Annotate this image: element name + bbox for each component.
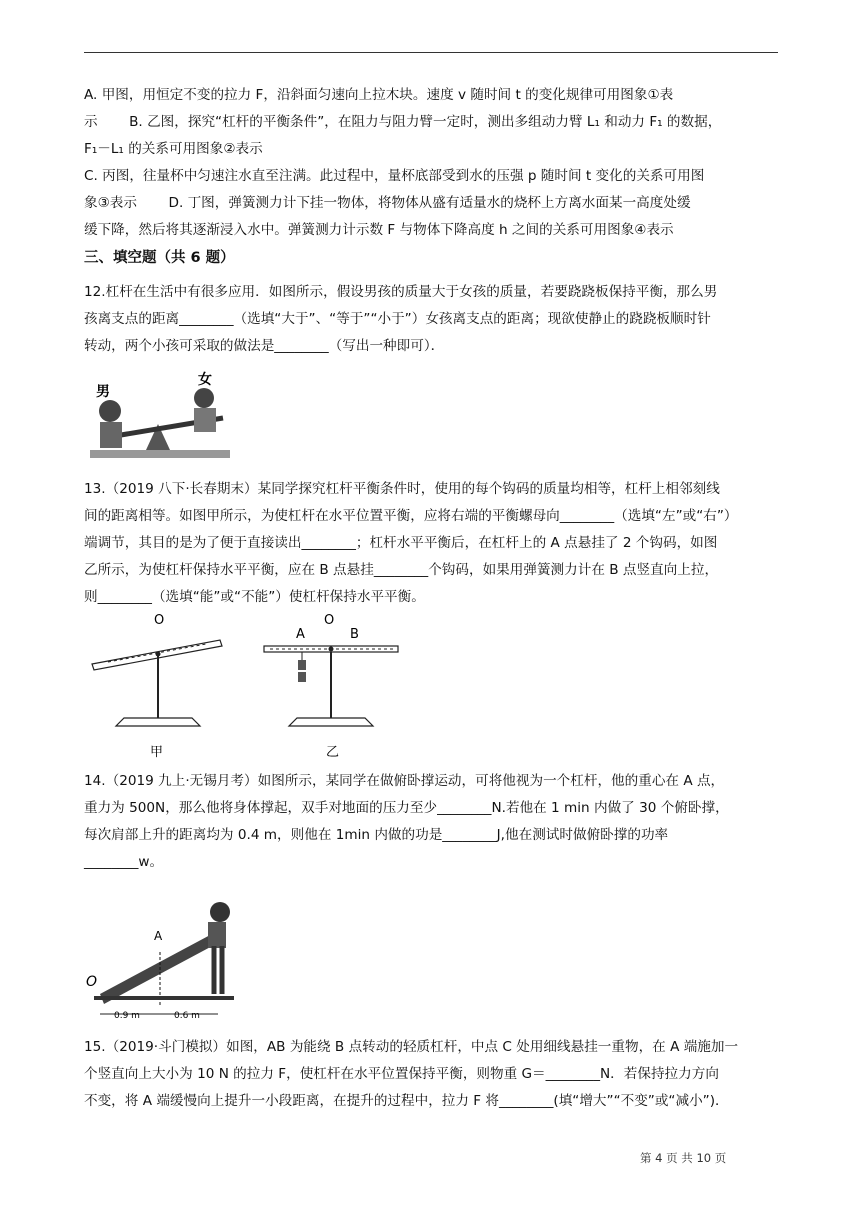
text-line: A. 甲图，用恒定不变的拉力 F，沿斜面匀速向上拉木块。速度 v 随时间 t 的变化规律可用图象①表	[84, 87, 674, 103]
question-15	[84, 1034, 784, 1115]
text-line: ________w。	[84, 854, 164, 870]
question-12	[84, 279, 784, 360]
text-line: 14.（2019 九上·无锡月考）如图所示，某同学在做俯卧撑运动，可将他视为一个杠杆，他的重心在 A 点，	[84, 773, 725, 789]
lever-figure	[88, 612, 418, 760]
text-line: 15.（2019·斗门模拟）如图，AB 为能绕 B 点转动的轻质杠杆，中点 C 处用细线悬挂一重物，在 A 端施加一	[84, 1039, 739, 1055]
text-line: 缓下降，然后将其逐渐浸入水中。弹簧测力计示数 F 与物体下降高度 h 之间的关系可用图象④表示	[84, 222, 674, 238]
text-line: 转动，两个小孩可采取的做法是________（写出一种即可）．	[84, 338, 445, 354]
text-line: 孩离支点的距离________（选填“大于”、“等于”“小于”）女孩离支点的距离；现欲使静止的跷跷板顺时针	[84, 311, 711, 327]
center-a-label: A	[154, 929, 163, 943]
text-line: 13.（2019 八下·长春期末）某同学探究杠杆平衡条件时，使用的每个钩码的质量均相等，杠杆上相邻刻线	[84, 481, 720, 497]
pushup-figure	[84, 882, 250, 1022]
pivot-o-label: O	[86, 974, 98, 990]
seesaw-figure	[88, 366, 238, 466]
distance-label-1: 0.9 m	[114, 1011, 140, 1021]
point-a-label: A	[296, 627, 305, 642]
question-14	[84, 768, 784, 876]
text-line: 象③表示 D. 丁图，弹簧测力计下挂一物体，将物体从盛有适量水的烧杯上方离水面某一高度处缓	[84, 195, 691, 211]
caption-yi: 乙	[326, 745, 340, 760]
pivot-o-label-a: O	[154, 613, 165, 628]
question-13	[84, 476, 784, 611]
section-title: 三、填空题（共 6 题）	[84, 250, 235, 266]
pivot-o-label-b: O	[324, 613, 335, 628]
options-block	[84, 82, 784, 244]
text-line: 乙所示，为使杠杆保持水平平衡，应在 B 点悬挂________个钩码，如果用弹簧测力计在 B 点竖直向上拉，	[84, 562, 719, 578]
distance-label-2: 0.6 m	[174, 1011, 200, 1021]
text-line: 个竖直向上大小为 10 N 的拉力 F，使杠杆在水平位置保持平衡，则物重 G＝________N．若保持拉力方向	[84, 1066, 719, 1082]
girl-label: 女	[198, 372, 212, 388]
text-line: 不变，将 A 端缓慢向上提升一小段距离，在提升的过程中，拉力 F 将________(填“增大”“不变”或“减小”)．	[84, 1093, 729, 1109]
text-line: 间的距离相等。如图甲所示，为使杠杆在水平位置平衡，应将右端的平衡螺母向________（选填“左”或“右”）	[84, 508, 738, 524]
text-line: C. 丙图，往量杯中匀速注水直至注满。此过程中，量杯底部受到水的压强 p 随时间 t 变化的关系可用图	[84, 168, 705, 184]
text-line: 重力为 500N，那么他将身体撑起，双手对地面的压力至少________N.若他在 1 min 内做了 30 个俯卧撑，	[84, 800, 729, 816]
text-line: 每次肩部上升的距离均为 0.4 m，则他在 1min 内做的功是________J,他在测试时做俯卧撑的功率	[84, 827, 669, 843]
boy-label: 男	[96, 384, 110, 400]
header-rule	[84, 52, 778, 53]
page-footer: 第 4 页 共 10 页	[640, 1151, 727, 1165]
text-line: 端调节，其目的是为了便于直接读出________；杠杆水平平衡后，在杠杆上的 A 点悬挂了 2 个钩码，如图	[84, 535, 718, 551]
text-line: 12.杠杆在生活中有很多应用．如图所示，假设男孩的质量大于女孩的质量，若要跷跷板保持平衡，那么男	[84, 284, 718, 300]
text-line: F₁－L₁ 的关系可用图象②表示	[84, 141, 263, 157]
caption-jia: 甲	[150, 745, 164, 760]
text-line: 则________（选填“能”或“不能”）使杠杆保持水平平衡。	[84, 589, 425, 605]
point-b-label: B	[350, 627, 359, 642]
text-line: 示 B. 乙图，探究“杠杆的平衡条件”，在阻力与阻力臂一定时，测出多组动力臂 L₁ 和动力 F₁ 的数据，	[84, 114, 722, 130]
